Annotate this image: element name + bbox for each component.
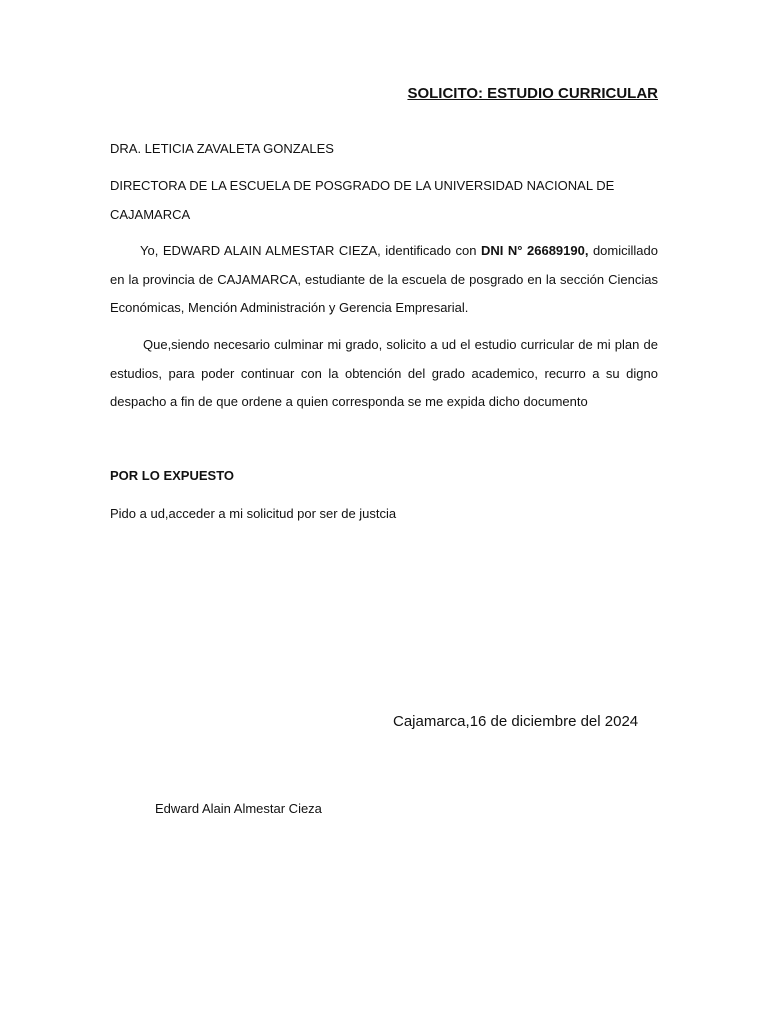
request-line: Pido a ud,acceder a mi solicitud por ser de justcia — [110, 506, 397, 521]
dni-number: DNI N° 26689190, — [481, 243, 589, 258]
signature-name: Edward Alain Almestar Cieza — [155, 801, 322, 816]
document-title: SOLICITO: ESTUDIO CURRICULAR — [407, 85, 658, 102]
request-paragraph-text: Que,siendo necesario culminar mi grado, solicito a ud el estudio curricular de mi plan de estudios, para poder continuar con la obtención del grado academico, recurro a su digno despacho a fin de que ordene a quien corresponda se me expida dicho documento — [110, 337, 658, 409]
identification-paragraph — [110, 237, 658, 323]
recipient-name: DRA. LETICIA ZAVALETA GONZALES — [110, 141, 334, 156]
identification-text-start: Yo, EDWARD ALAIN ALMESTAR CIEZA, identificado con — [140, 243, 482, 258]
place-date: Cajamarca,16 de diciembre del 2024 — [393, 713, 639, 730]
conclusion-heading: POR LO EXPUESTO — [110, 468, 235, 483]
recipient-position-line2: CAJAMARCA — [110, 207, 191, 222]
identification-text-end: domicillado en la provincia de CAJAMARCA, estudiante de la escuela de posgrado en la sección Ciencias Económicas, Mención Administración y Gerencia Empresarial. — [110, 243, 658, 315]
recipient-position-line1: DIRECTORA DE LA ESCUELA DE POSGRADO DE LA UNIVERSIDAD NACIONAL DE — [110, 178, 615, 193]
request-paragraph — [110, 331, 658, 417]
